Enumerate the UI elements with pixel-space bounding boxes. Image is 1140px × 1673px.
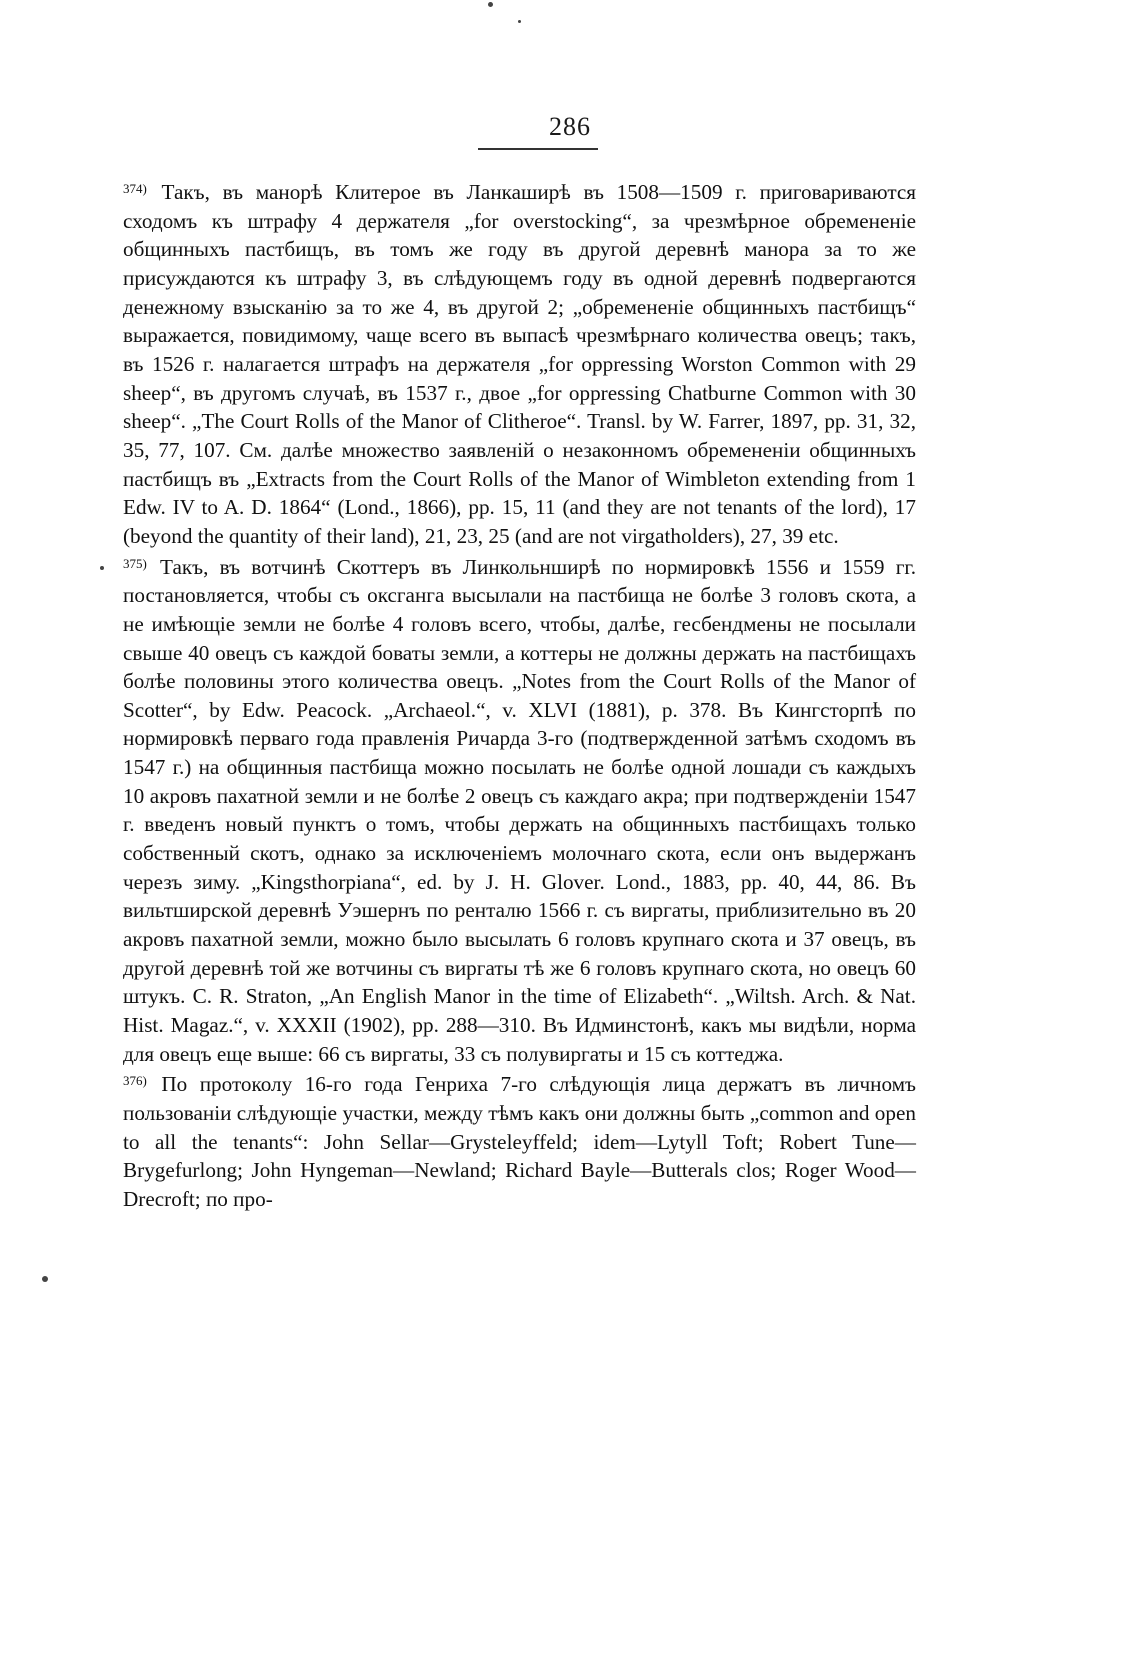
footnote-374 bbox=[123, 178, 916, 551]
print-speck bbox=[42, 1276, 48, 1282]
footnotes-section bbox=[123, 178, 916, 1216]
footnote-text: По протоколу 16-го года Генриха 7-го слѣдующія лица держатъ въ личномъ пользованіи слѣдующіе участки, между тѣмъ какъ они должны быть „common and open to all the tenants“: John Sellar—Grysteleyffeld; idem—Lytyll Toft; Robert Tune—Brygefurlong; John Hyngeman—Newland; Richard Bayle—Butterals clos; Roger Wood—Drecroft; по про- bbox=[123, 1072, 916, 1211]
footnote-number: 375) bbox=[123, 555, 147, 571]
footnote-376 bbox=[123, 1070, 916, 1213]
print-speck bbox=[518, 20, 521, 23]
footnote-text: Такъ, въ манорѣ Клитерое въ Ланкаширѣ въ 1508—1509 г. приговариваются сходомъ къ штрафу 4 держателя „for overstocking“, за чрезмѣрное обремененіе общинныхъ пастбищъ, въ томъ же году въ другой деревнѣ манора за то же присуждаются къ штрафу 3, въ слѣдующемъ году въ одной деревнѣ подвергаются денежному взысканію за то же 4, въ другой 2; „обремененіе общинныхъ пастбищъ“ выражается, повидимому, чаще всего въ выпасѣ чрезмѣрнаго количества овецъ; такъ, въ 1526 г. налагается штрафъ на держателя „for oppressing Worston Common with 29 sheep“, въ другомъ случаѣ, въ 1537 г., двое „for oppressing Chatburne Common with 30 sheep“. „The Court Rolls of the Manor of Clitheroe“. Transl. by W. Farrer, 1897, pp. 31, 32, 35, 77, 107. См. далѣе множество заявленій о незаконномъ обремененіи общинныхъ пастбищъ въ „Extracts from the Court Rolls of the Manor of Wimbleton extending from 1 Edw. IV to A. D. 1864“ (Lond., 1866), pp. 15, 11 (and they are not tenants of the lord), 17 (beyond the quantity of their land), 21, 23, 25 (and are not virgatholders), 27, 39 etc. bbox=[123, 180, 916, 548]
print-speck bbox=[488, 2, 493, 7]
footnote-number: 376) bbox=[123, 1073, 147, 1089]
footnote-text: Такъ, въ вотчинѣ Скоттеръ въ Линкольнширѣ по нормировкѣ 1556 и 1559 гг. постановляется, чтобы съ оксганга высылали на пастбища не болѣе 3 головъ скота, а не имѣющіе земли не болѣе 4 головъ всего, чтобы, далѣе, гесбендмены не посылали свыше 40 овецъ съ каждой боваты земли, а коттеры не должны держать на пастбищахъ болѣе половины этого количества овецъ. „Notes from the Court Rolls of the Manor of Scotter“, by Edw. Peacock. „Archaeol.“, v. XLVI (1881), p. 378. Въ Кингсторпѣ по нормировкѣ перваго года правленія Ричарда 3-го (подтвержденной затѣмъ сходомъ въ 1547 г.) на общинныя пастбища можно посылать не болѣе одной лошади съ каждыхъ 10 акровъ пахатной земли и не болѣе 2 овецъ съ каждаго акра; при подтвержденіи 1547 г. введенъ новый пунктъ о томъ, чтобы держать на общинныхъ пастбищахъ только собственный скотъ, однако за исключеніемъ молочнаго скота, если онъ выдержанъ черезъ зиму. „Kingsthorpiana“, ed. by J. H. Glover. Lond., 1883, pp. 40, 44, 86. Въ вильтширской деревнѣ Уэшернъ по ренталю 1566 г. съ виргаты, приблизительно въ 20 акровъ пахатной земли, можно было высылать 6 головъ крупнаго скота и 37 овецъ, въ другой деревнѣ той же вотчины съ виргаты тѣ же 6 головъ крупнаго скота, но овецъ 60 штукъ. C. R. Straton, „An English Manor in the time of Elizabeth“. „Wiltsh. Arch. & Nat. Hist. Magaz.“, v. XXXII (1902), pp. 288—310. Въ Идминстонѣ, какъ мы видѣли, норма для овецъ еще выше: 66 съ виргаты, 33 съ полувиргаты и 15 съ коттеджа. bbox=[123, 554, 916, 1066]
print-speck bbox=[100, 566, 104, 570]
footnote-number: 374) bbox=[123, 181, 147, 196]
footnote-375 bbox=[123, 553, 916, 1069]
page-number: 286 bbox=[549, 112, 591, 141]
header-rule bbox=[478, 148, 598, 150]
